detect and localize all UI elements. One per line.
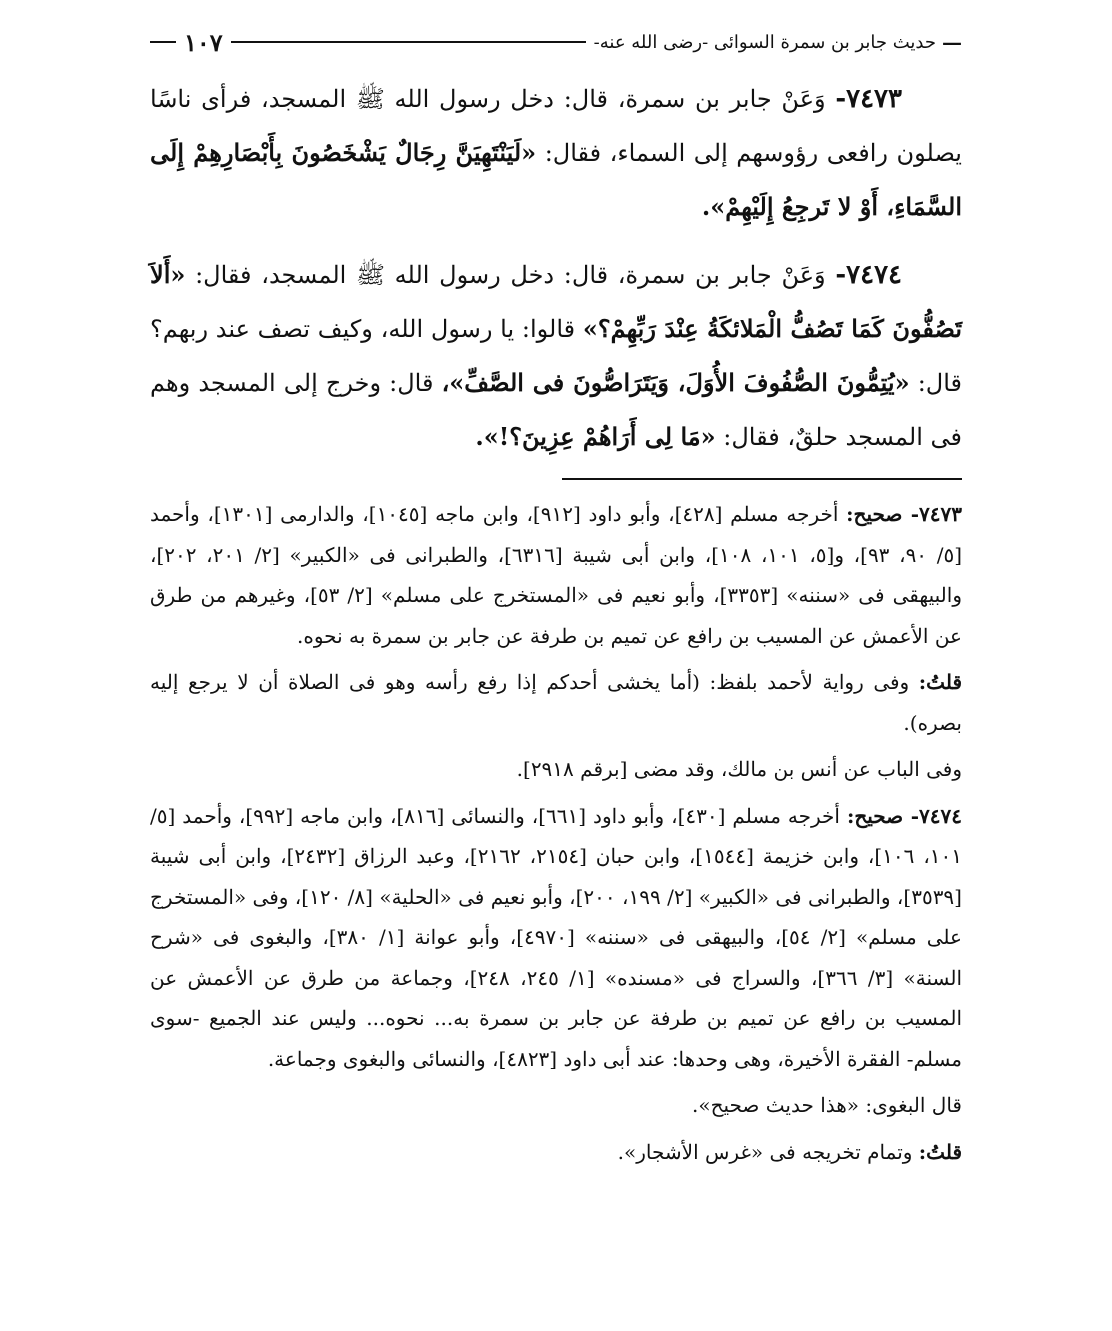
hadith-number: ٧٤٧٤- (835, 260, 902, 290)
hadith-quote: «يُتِمُّونَ الصُّفُوفَ الأُوَلَ، وَيَتَرَاصُّونَ فى الصَّفِّ»، (441, 368, 910, 397)
header-title: حديث جابر بن سمرة السوائى -رضى الله عنه- (593, 31, 936, 53)
note-qultu-2 (150, 1132, 962, 1173)
note-label: قلتُ: (918, 1139, 962, 1164)
note-text: وتمام تخريجه فى «غرس الأشجار». (617, 1139, 913, 1164)
hadith-number: ٧٤٧٣- (835, 84, 902, 114)
hadith-quote: «مَا لِى أَرَاهُمْ عِزِينَ؟!». (475, 422, 716, 451)
note-text: وفى رواية لأحمد بلفظ: (أما يخشى أحدكم إذا رفع رأسه وهو فى الصلاة أن لا يرجع إليه بصره). (150, 670, 962, 735)
note-label: قلتُ: (918, 670, 962, 694)
hadith-text: قالوا: يا رسول الله، وكيف تصف عند ربهم؟ قال: (150, 315, 962, 397)
hadith-text: قال: وخرج إلى المسجد وهم فى المسجد حلقٌ، فقال: (150, 369, 962, 451)
header-rule (231, 41, 586, 43)
running-header (150, 22, 962, 62)
hadith-7474 (150, 248, 962, 464)
hadith-7473 (150, 72, 962, 234)
hadith-text: وَعَنْ جابر بن سمرة، قال: دخل رسول الله ﷺ المسجد، فقال: (195, 261, 826, 289)
note-text: أخرجه مسلم [٤٢٨]، وأبو داود [٩١٢]، وابن ماجه [١٠٤٥]، والدارمى [١٣٠١]، وأحمد [٥/ ٩٠، ٩٣]، و[٥، ١٠١، ١٠٨]، وابن أبى شيبة [٦٣١٦]، والطبرانى فى «الكبير» [٢/ ٢٠١، ٢٠٢]، والبيهقى فى «سننه» [٣٣٥٣]، وأبو نعيم فى «المستخرج على مسلم» [٢/ ٥٣]، وغيرهم من طرق عن الأعمش عن المسيب بن رافع عن تميم بن طرفة عن جابر بن سمرة به نحوه. (150, 502, 963, 648)
header-dash: — (942, 30, 962, 54)
note-label: ٧٤٧٣- صحيح: (846, 502, 963, 526)
takhrij-7474 (150, 796, 962, 1080)
note-text: وفى الباب عن أنس بن مالك، وقد مضى [برقم ٢٩١٨]. (516, 757, 962, 781)
footnote-separator (562, 478, 962, 480)
header-rule-tail (150, 41, 176, 43)
note-baghawi (150, 1085, 962, 1126)
takhrij-7473 (150, 494, 962, 656)
note-bab (150, 749, 962, 790)
hadith-quote: «لَيَنْتَهِيَنَّ رِجَالٌ يَشْخَصُونَ بِأَبْصَارِهِمْ إِلَى السَّمَاءِ، أَوْ لا تَرجِعُ إِلَيْهِمْ». (150, 138, 962, 221)
note-text: قال البغوى: «هذا حديث صحيح». (691, 1093, 962, 1117)
hadith-quote: «أَلاَ تَصُفُّونَ كَمَا تَصُفُّ الْمَلائكَةُ عِنْدَ رَبِّهِمْ؟» (150, 260, 963, 343)
page-number: ١٠٧ (184, 27, 223, 57)
note-qultu-1 (150, 662, 962, 743)
note-text: أخرجه مسلم [٤٣٠]، وأبو داود [٦٦١]، والنسائى [٨١٦]، وابن ماجه [٩٩٢]، وأحمد [٥/ ١٠١، ١٠٦]، وابن خزيمة [١٥٤٤]، وابن حبان [٢١٥٤، ٢١٦٢]، وعبد الرزاق [٢٤٣٢]، وابن أبى شيبة [٣٥٣٩]، والطبرانى فى «الكبير» [٢/ ١٩٩، ٢٠٠]، وأبو نعيم فى «الحلية» [٨/ ١٢٠]، وفى «المستخرج على مسلم» [٢/ ٥٤]، والبيهقى فى «سننه» [٤٩٧٠]، وأبو عوانة [١/ ٣٨٠]، والبغوى فى «شرح السنة» [٣/ ٣٦٦]، والسراج فى «مسنده» [١/ ٢٤٥، ٢٤٨]، وجماعة من طرق عن الأعمش عن المسيب بن رافع عن تميم بن طرفة عن جابر بن سمرة به... نحوه... وليس عند الجميع -سوى مسلم- الفقرة الأخيرة، وهى وحدها: عند أبى داود [٤٨٢٣]، والنسائى والبغوى وجماعة. (150, 803, 963, 1071)
page (150, 22, 962, 1178)
hadith-text: وَعَنْ جابر بن سمرة، قال: دخل رسول الله ﷺ المسجد، فرأى ناسًا يصلون رافعى رؤوسهم إلى السماء، فقال: (150, 85, 962, 167)
note-label: ٧٤٧٤- صحيح: (846, 803, 963, 828)
